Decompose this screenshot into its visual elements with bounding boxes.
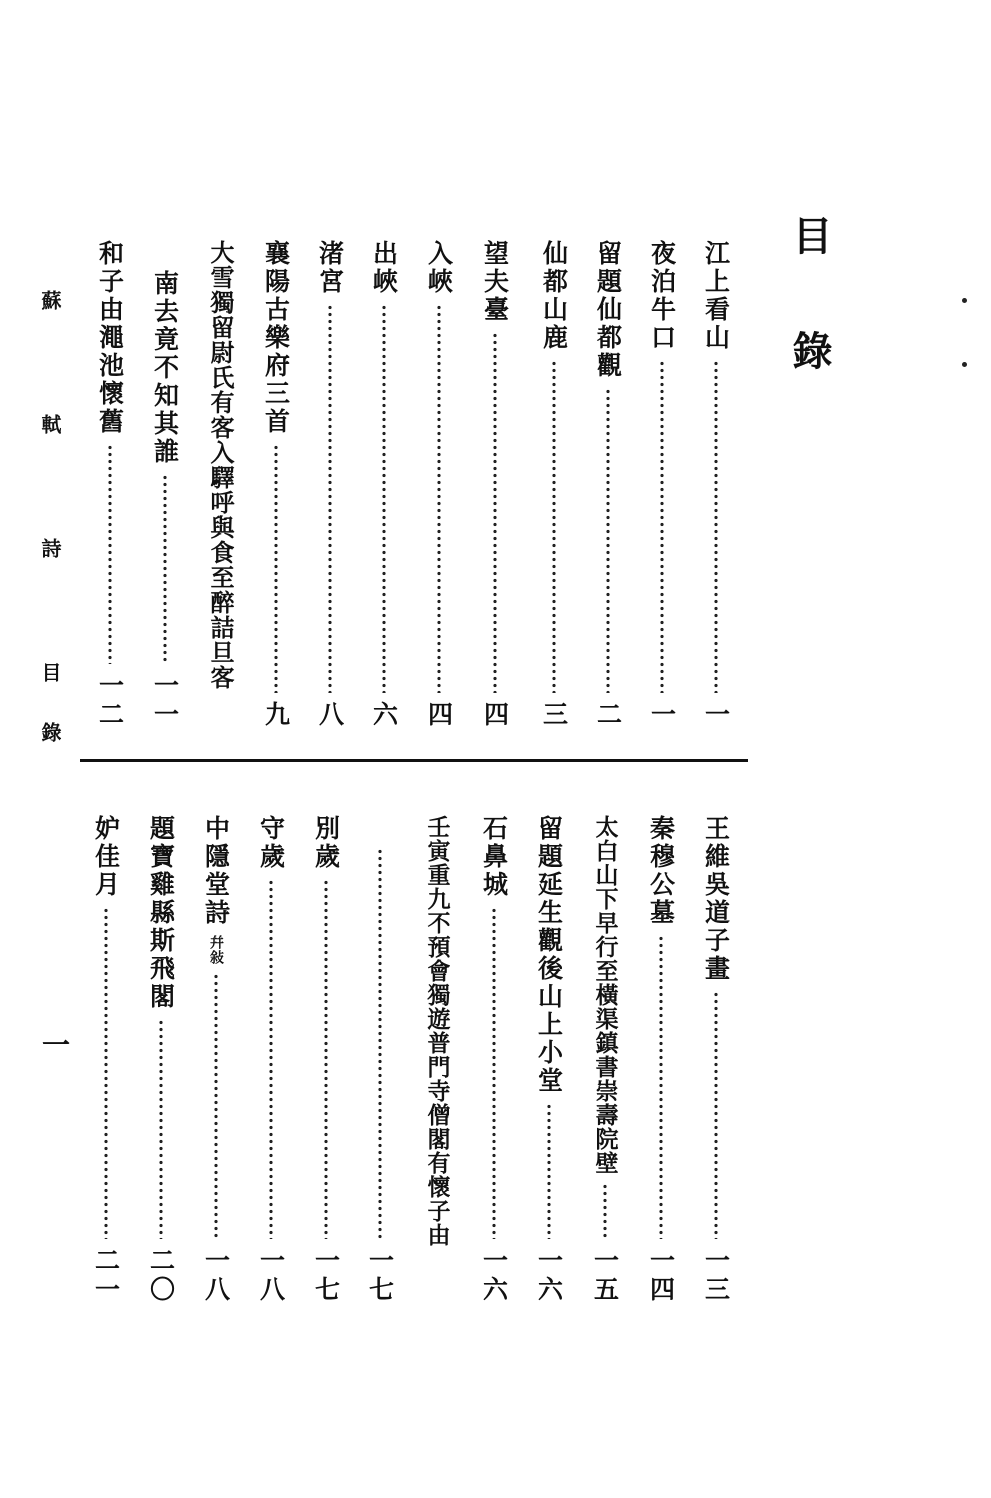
dot-leader	[714, 360, 718, 693]
entry-title: 仙都山鹿	[539, 240, 569, 352]
toc-entry[interactable]	[697, 815, 735, 1305]
toc-entry[interactable]	[252, 815, 290, 1305]
scan-speck	[962, 362, 967, 367]
dot-leader	[714, 991, 718, 1239]
entry-title: 南去竟不知其誰	[150, 270, 180, 466]
toc-entry[interactable]	[311, 240, 349, 730]
entry-title: 襄陽古樂府三首	[261, 240, 291, 436]
entry-page: 八	[315, 701, 345, 730]
entry-page: 一三	[701, 1247, 731, 1305]
toc-entry[interactable]	[420, 240, 458, 730]
page-number: 一	[38, 1030, 71, 1058]
entry-title: 題寶雞縣斯飛閣	[146, 815, 176, 1011]
dot-leader	[378, 848, 382, 1239]
scan-speck	[962, 298, 967, 303]
entry-page: 一二	[95, 672, 125, 730]
entry-page: 四	[424, 701, 454, 730]
toc-entry[interactable]	[197, 815, 235, 1305]
toc-entry[interactable]	[476, 240, 514, 730]
entry-page: 二一	[91, 1247, 121, 1305]
entry-title: 出峽	[369, 240, 399, 296]
entry-title: 和子由澠池懷舊	[95, 240, 125, 436]
entry-page: 一七	[311, 1247, 341, 1305]
entry-title: 大雪獨留尉氏有客入驛呼與食至醉詰旦客	[206, 240, 235, 690]
toc-entry[interactable]	[87, 815, 125, 1305]
entry-title: 渚宮	[315, 240, 345, 296]
entry-title: 夜泊牛口	[647, 240, 677, 352]
entry-page: 一六	[534, 1247, 564, 1305]
dot-leader	[660, 360, 664, 693]
dot-leader	[108, 444, 112, 664]
dot-leader	[547, 1103, 551, 1239]
entry-title: 守歲	[256, 815, 286, 871]
dot-leader	[163, 474, 167, 664]
dot-leader	[606, 388, 610, 693]
toc-entry[interactable]	[91, 240, 129, 730]
entry-page: 一七	[365, 1247, 395, 1305]
entry-title: 留題延生觀後山上小堂	[534, 815, 564, 1095]
toc-entry[interactable]	[146, 240, 184, 730]
entry-page: 四	[480, 701, 510, 730]
entry-title: 入峽	[424, 240, 454, 296]
entry-page: 六	[369, 701, 399, 730]
entry-page: 九	[261, 701, 291, 730]
dot-leader	[603, 1183, 607, 1239]
dot-leader	[437, 304, 441, 693]
entry-page: 一八	[201, 1247, 231, 1305]
dot-leader	[328, 304, 332, 693]
page-title: 目 錄	[786, 215, 833, 384]
section-divider	[80, 759, 748, 762]
dot-leader	[552, 360, 556, 693]
entry-page: 一四	[646, 1247, 676, 1305]
toc-entry[interactable]	[535, 240, 573, 730]
entry-title: 中隱堂詩	[201, 815, 231, 927]
toc-entry[interactable]	[365, 240, 403, 730]
entry-page: 三	[539, 701, 569, 730]
toc-entry[interactable]	[142, 815, 180, 1305]
toc-entry[interactable]	[642, 815, 680, 1305]
dot-leader	[492, 907, 496, 1239]
toc-entry[interactable]	[643, 240, 681, 730]
entry-title: 別歲	[311, 815, 341, 871]
toc-entry[interactable]	[589, 240, 627, 730]
entry-note: 幷敍	[208, 935, 224, 965]
toc-entry[interactable]	[418, 815, 456, 1305]
dot-leader	[104, 907, 108, 1239]
entry-title: 留題仙都觀	[593, 240, 623, 380]
dot-leader	[269, 879, 273, 1239]
dot-leader	[493, 332, 497, 693]
dot-leader	[274, 444, 278, 693]
entry-title: 秦穆公墓	[646, 815, 676, 927]
entry-page: 一六	[479, 1247, 509, 1305]
entry-page: 二	[593, 701, 623, 730]
entry-title: 望夫臺	[480, 240, 510, 324]
toc-entry[interactable]	[475, 815, 513, 1305]
entry-title: 石鼻城	[479, 815, 509, 899]
entry-page: 一八	[256, 1247, 286, 1305]
entry-title: 太白山下早行至橫渠鎮書崇壽院壁	[591, 815, 619, 1175]
dot-leader	[382, 304, 386, 693]
entry-page: 一	[701, 701, 731, 730]
toc-entry[interactable]	[361, 815, 399, 1305]
entry-title: 王維吳道子畫	[701, 815, 731, 983]
entry-title: 妒佳月	[91, 815, 121, 899]
entry-page: 一	[647, 701, 677, 730]
running-header: 蘇 軾 詩 目錄	[38, 290, 62, 782]
toc-entry[interactable]	[257, 240, 295, 730]
toc-entry[interactable]	[586, 815, 624, 1305]
entry-page: 一五	[590, 1247, 620, 1305]
toc-entry[interactable]	[697, 240, 735, 730]
dot-leader	[159, 1019, 163, 1239]
toc-entry[interactable]	[307, 815, 345, 1305]
entry-page: 二〇	[146, 1247, 176, 1305]
dot-leader	[659, 935, 663, 1239]
entry-title: 壬寅重九不預會獨遊普門寺僧閣有懷子由	[423, 815, 451, 1247]
entry-title: 江上看山	[701, 240, 731, 352]
toc-entry[interactable]	[530, 815, 568, 1305]
toc-entry[interactable]	[201, 240, 239, 730]
dot-leader	[324, 879, 328, 1239]
entry-page: 一一	[150, 672, 180, 730]
dot-leader	[214, 973, 218, 1239]
